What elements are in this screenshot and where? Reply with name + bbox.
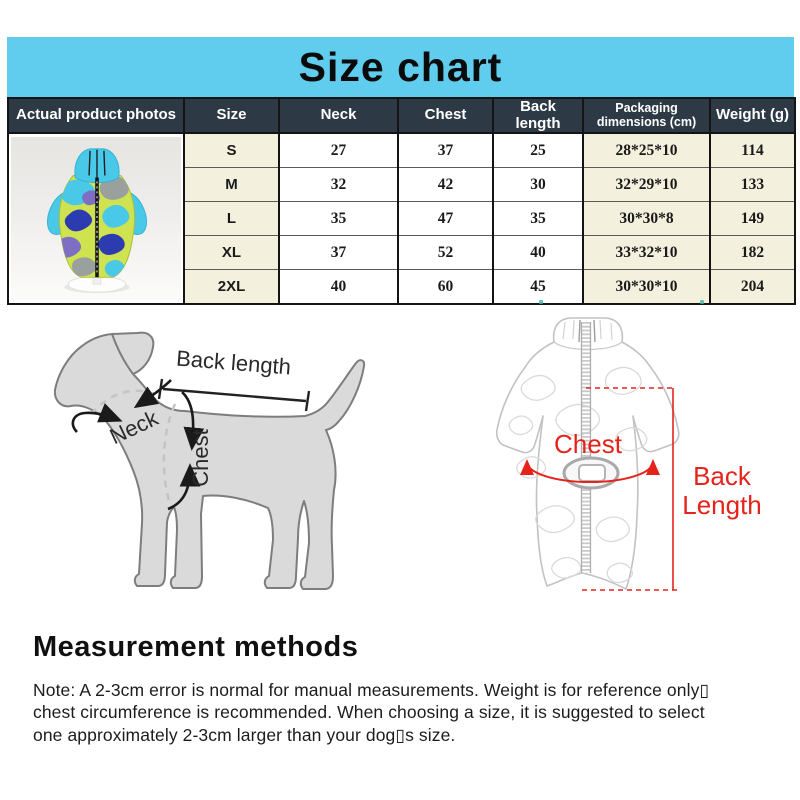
weight-value: 133 <box>710 168 795 202</box>
col-header-packaging: Packaging dimensions (cm) <box>583 98 710 133</box>
back-length-value: 45 <box>493 270 583 305</box>
neck-value: 35 <box>279 202 398 236</box>
neck-value: 32 <box>279 168 398 202</box>
size-value: L <box>184 202 279 236</box>
product-photo <box>11 137 181 300</box>
size-value: 2XL <box>184 270 279 305</box>
chest-value: 60 <box>398 270 493 305</box>
size-value: S <box>184 133 279 168</box>
size-table <box>7 97 796 305</box>
weight-value: 149 <box>710 202 795 236</box>
table-header-row <box>8 98 795 133</box>
back-length-label-line1: Back <box>693 461 751 491</box>
packaging-value: 28*25*10 <box>583 133 710 168</box>
note-line: Note: A 2-3cm error is normal for manual measurements. Weight is for reference only▯ <box>33 680 710 700</box>
back-length-value: 30 <box>493 168 583 202</box>
col-header-back-length: Back length <box>493 98 583 133</box>
back-length-label-line2: Length <box>682 490 762 520</box>
chest-value: 37 <box>398 133 493 168</box>
zipper-pull <box>579 465 605 481</box>
note-line: one approximately 2-3cm larger than your dog▯s size. <box>33 724 456 745</box>
neck-value: 27 <box>279 133 398 168</box>
chest-value: 47 <box>398 202 493 236</box>
dimension-tick <box>159 379 162 399</box>
col-header-neck: Neck <box>279 98 398 133</box>
packaging-value: 30*30*10 <box>583 270 710 305</box>
weight-value: 182 <box>710 236 795 270</box>
weight-value: 204 <box>710 270 795 305</box>
neck-label: Neck <box>105 405 162 450</box>
measurement-note <box>33 679 709 746</box>
packaging-value: 32*29*10 <box>583 168 710 202</box>
packaging-value: 30*30*8 <box>583 202 710 236</box>
chest-value: 42 <box>398 168 493 202</box>
note-line: chest circumference is recommended. When choosing a size, it is suggested to select <box>33 702 705 723</box>
chest-label: Chest <box>554 429 622 459</box>
neck-value: 40 <box>279 270 398 305</box>
back-length-value: 25 <box>493 133 583 168</box>
teal-mark <box>539 300 543 304</box>
back-length-value: 40 <box>493 236 583 270</box>
title-banner <box>7 37 794 97</box>
product-photo-cell <box>8 133 184 304</box>
col-header-weight: Weight (g) <box>710 98 795 133</box>
chest-label: Chest <box>188 429 213 487</box>
neck-value: 37 <box>279 236 398 270</box>
back-length-label: Back length <box>175 345 292 380</box>
garment-measurement-diagram <box>470 312 800 625</box>
weight-value: 114 <box>710 133 795 168</box>
table-row <box>8 133 795 168</box>
back-length-value: 35 <box>493 202 583 236</box>
packaging-value: 33*32*10 <box>583 236 710 270</box>
col-header-photos: Actual product photos <box>8 98 184 133</box>
col-header-chest: Chest <box>398 98 493 133</box>
measurement-methods-heading: Measurement methods <box>33 631 359 663</box>
dog-measurement-diagram <box>25 318 425 625</box>
page-title: Size chart <box>298 43 503 90</box>
col-header-size: Size <box>184 98 279 133</box>
chest-value: 52 <box>398 236 493 270</box>
dimension-tick <box>306 391 309 411</box>
product-photo-illustration <box>11 137 181 300</box>
size-value: M <box>184 168 279 202</box>
teal-mark <box>700 300 704 304</box>
size-value: XL <box>184 236 279 270</box>
